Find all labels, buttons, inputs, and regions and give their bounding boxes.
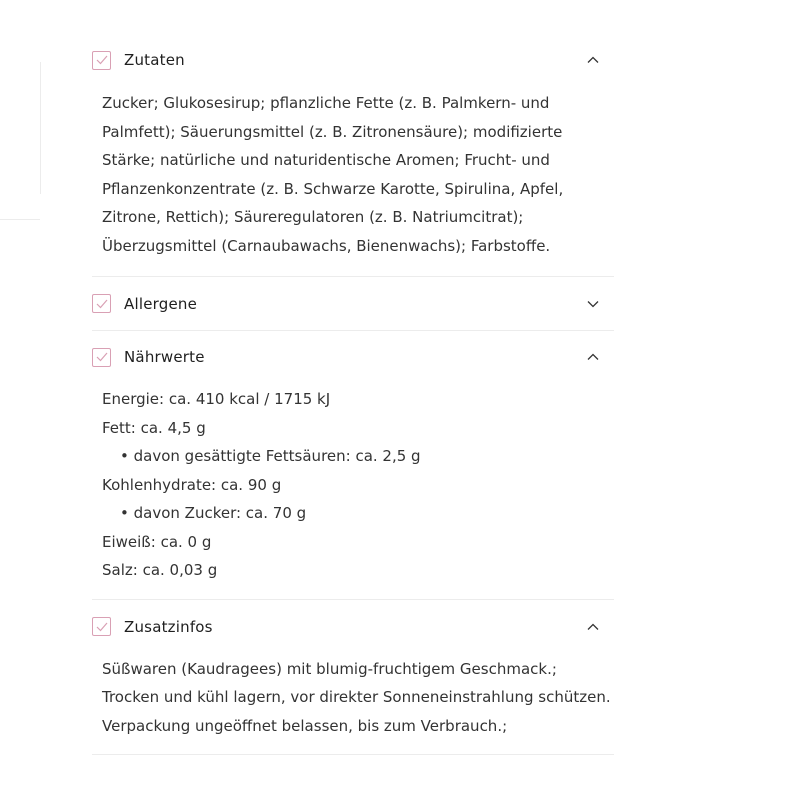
nutrition-line: Kohlenhydrate: ca. 90 g [102, 475, 282, 494]
nutrition-subline: • davon gesättigte Fettsäuren: ca. 2,5 g [102, 442, 614, 471]
nutrition-subline: • davon Zucker: ca. 70 g [102, 499, 614, 528]
nutrition-line: Eiweiß: ca. 0 g [102, 532, 212, 551]
nutrition-line: Salz: ca. 0,03 g [102, 561, 218, 579]
chevron-up-icon[interactable] [586, 55, 600, 65]
section-title: Allergene [124, 294, 198, 313]
section-title: Nährwerte [124, 348, 205, 366]
zusatzinfos-content [92, 654, 614, 755]
left-edge-horizontal-line [0, 219, 40, 220]
section-zusatzinfos [92, 599, 614, 756]
checkmark-icon [92, 51, 111, 70]
checkmark-icon [92, 348, 111, 367]
chevron-up-icon[interactable] [586, 622, 600, 632]
nutrition-line: Fett: ca. 4,5 g [102, 418, 206, 437]
zutaten-content [92, 80, 614, 276]
section-naehrwerte [92, 330, 614, 599]
zusatzinfos-header[interactable] [92, 600, 614, 654]
section-zutaten [92, 40, 614, 276]
nutrition-line: Energie: ca. 410 kcal / 1715 kJ [102, 390, 331, 408]
naehrwerte-header[interactable] [92, 331, 614, 383]
chevron-up-icon[interactable] [586, 352, 600, 362]
naehrwerte-content [92, 383, 614, 599]
section-title: Zutaten [124, 51, 185, 69]
zutaten-header[interactable] [92, 40, 614, 80]
additional-info-text: Süßwaren (Kaudragees) mit blumig-fruchtigem Geschmack.; Trocken und kühl lagern, vor direkter Sonneneinstrahlung schützen. Verpackung ungeöffnet belassen, bis zum Verbrauch.; [102, 659, 611, 735]
checkmark-icon [92, 294, 111, 313]
section-title: Zusatzinfos [124, 617, 213, 636]
checkmark-icon [92, 617, 111, 636]
ingredients-text: Zucker; Glukosesirup; pflanzliche Fette (z. B. Palmkern- und Palmfett); Säuerungsmittel (z. B. Zitronensäure); modifizierte Stärke; natürliche und naturidentische Aromen; Frucht- und Pflanzenkonzentrate (z. B. Schwarze Karotte, Spirulina, Apfel, Zitrone, Rettich); Säureregulatoren (z. B. Natriumcitrat); Überzugsmittel (Carnaubawachs, Bienenwachs); Farbstoffe. [102, 94, 564, 255]
allergene-header[interactable] [92, 277, 614, 330]
product-info-accordion [92, 40, 614, 755]
chevron-down-icon[interactable] [586, 299, 600, 309]
section-allergene [92, 276, 614, 330]
left-edge-vertical-line [40, 62, 41, 194]
